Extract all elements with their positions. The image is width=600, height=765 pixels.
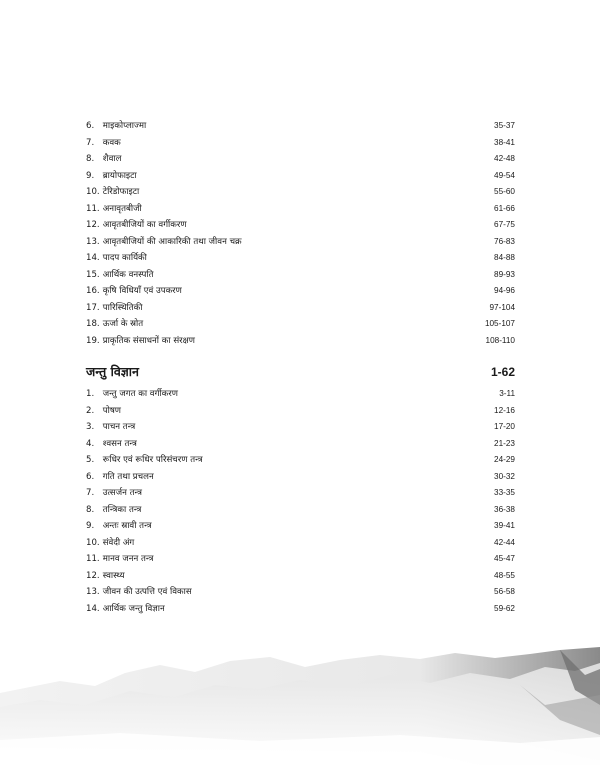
toc-title: उत्सर्जन तन्त्र xyxy=(102,488,143,498)
toc-pages: 97-104 xyxy=(489,302,515,312)
toc-entry xyxy=(86,333,195,350)
zoology-toc-list xyxy=(86,363,515,617)
section-heading[interactable] xyxy=(86,363,515,385)
toc-title: आर्थिक जन्तु विज्ञान xyxy=(102,603,165,614)
toc-title: गति तथा प्रचलन xyxy=(102,471,154,482)
toc-pages: 17-20 xyxy=(494,422,515,431)
toc-entry xyxy=(86,135,121,152)
toc-title: स्वास्थ्य xyxy=(102,570,125,581)
toc-title: आर्थिक वनस्पति xyxy=(102,269,154,280)
toc-pages: 12-16 xyxy=(494,405,515,415)
toc-title: मानव जनन तन्त्र xyxy=(102,554,154,564)
toc-entry xyxy=(86,201,142,218)
toc-pages: 42-48 xyxy=(494,154,515,163)
toc-row[interactable] xyxy=(86,250,515,267)
toc-title: कृषि विधियाँ एवं उपकरण xyxy=(102,286,182,296)
toc-row[interactable] xyxy=(86,452,515,469)
toc-number: 11. xyxy=(86,554,100,564)
toc-entry xyxy=(86,601,165,618)
toc-row[interactable] xyxy=(86,419,515,436)
toc-number: 15. xyxy=(86,269,100,280)
toc-row[interactable] xyxy=(86,234,515,251)
toc-entry xyxy=(86,568,125,585)
toc-entry xyxy=(86,168,137,185)
toc-row[interactable] xyxy=(86,168,515,185)
toc-entry xyxy=(86,300,142,317)
toc-row[interactable] xyxy=(86,584,515,601)
toc-number: 1. xyxy=(86,389,95,399)
toc-number: 19. xyxy=(86,335,100,346)
toc-number: 9. xyxy=(86,521,95,531)
toc-title: पाचन तन्त्र xyxy=(102,422,136,432)
toc-number: 6. xyxy=(86,471,95,482)
toc-entry xyxy=(86,267,153,284)
toc-pages: 24-29 xyxy=(494,455,515,464)
toc-row[interactable] xyxy=(86,568,515,585)
toc-entry xyxy=(86,283,182,300)
toc-title: श्वसन तन्त्र xyxy=(102,438,137,449)
toc-number: 18. xyxy=(86,319,100,329)
toc-pages: 35-37 xyxy=(494,121,515,130)
toc-pages: 36-38 xyxy=(494,504,515,514)
toc-entry xyxy=(86,452,203,469)
toc-row[interactable] xyxy=(86,333,515,350)
toc-number: 14. xyxy=(86,253,100,263)
toc-pages: 94-96 xyxy=(494,286,515,295)
toc-title: ऊर्जा के स्रोत xyxy=(102,319,144,329)
toc-entry xyxy=(86,485,142,502)
toc-pages: 84-88 xyxy=(494,253,515,262)
toc-pages: 42-44 xyxy=(494,537,515,547)
toc-entry xyxy=(86,584,192,601)
toc-title: तन्त्रिका तन्त्र xyxy=(102,504,142,515)
toc-title: जीवन की उत्पत्ति एवं विकास xyxy=(102,587,192,597)
toc-row[interactable] xyxy=(86,502,515,519)
toc-entry xyxy=(86,419,135,436)
toc-pages: 30-32 xyxy=(494,471,515,481)
toc-title: प्राकृतिक संसाधनों का संरक्षण xyxy=(102,335,196,346)
toc-pages: 38-41 xyxy=(494,137,515,147)
toc-row[interactable] xyxy=(86,201,515,218)
botany-toc-list xyxy=(86,118,515,349)
toc-entry xyxy=(86,250,147,267)
toc-number: 12. xyxy=(86,220,100,230)
toc-entry xyxy=(86,151,121,168)
section-pages: 1-62 xyxy=(490,365,515,379)
toc-number: 11. xyxy=(86,203,100,214)
toc-pages: 45-47 xyxy=(494,554,515,563)
toc-pages: 39-41 xyxy=(494,521,515,530)
toc-entry xyxy=(86,118,146,135)
toc-number: 9. xyxy=(86,170,95,181)
toc-pages: 49-54 xyxy=(494,170,515,180)
toc-row[interactable] xyxy=(86,469,515,486)
toc-entry xyxy=(86,518,152,535)
toc-row[interactable] xyxy=(86,485,515,502)
toc-pages: 105-107 xyxy=(484,319,515,328)
toc-entry xyxy=(86,316,143,333)
toc-title: पारिस्थितिकी xyxy=(102,302,143,313)
toc-pages: 89-93 xyxy=(494,269,515,279)
toc-entry xyxy=(86,217,187,234)
toc-row[interactable] xyxy=(86,184,515,201)
toc-pages: 61-66 xyxy=(494,203,515,213)
toc-entry xyxy=(86,386,178,403)
toc-entry xyxy=(86,535,134,552)
toc-pages: 21-23 xyxy=(494,438,515,448)
toc-title: माइकोप्लाज्मा xyxy=(102,121,147,131)
toc-entry xyxy=(86,551,153,568)
toc-row[interactable] xyxy=(86,316,515,333)
toc-pages: 76-83 xyxy=(494,236,515,246)
toc-pages: 108-110 xyxy=(485,335,515,345)
toc-row[interactable] xyxy=(86,403,515,420)
toc-number: 10. xyxy=(86,537,100,548)
toc-row[interactable] xyxy=(86,601,515,618)
toc-number: 10. xyxy=(86,187,100,197)
toc-row[interactable] xyxy=(86,217,515,234)
toc-number: 7. xyxy=(86,137,95,148)
toc-pages: 55-60 xyxy=(494,187,515,196)
toc-title: पादप कार्यिकी xyxy=(102,253,147,263)
toc-row[interactable] xyxy=(86,118,515,135)
toc-row[interactable] xyxy=(86,135,515,152)
toc-pages: 3-11 xyxy=(499,389,515,398)
toc-title: संवेदी अंग xyxy=(102,537,135,548)
toc-row[interactable] xyxy=(86,283,515,300)
toc-pages: 56-58 xyxy=(494,587,515,596)
toc-number: 8. xyxy=(86,154,95,164)
toc-pages: 48-55 xyxy=(494,570,515,580)
toc-entry xyxy=(86,436,137,453)
toc-title: कवक xyxy=(102,137,121,148)
toc-number: 13. xyxy=(86,236,100,247)
toc-number: 2. xyxy=(86,405,95,416)
toc-title: रूधिर एवं रूधिर परिसंचरण तन्त्र xyxy=(102,455,203,465)
toc-title: अन्तः स्रावी तन्त्र xyxy=(102,521,152,531)
toc-number: 4. xyxy=(86,438,95,449)
toc-number: 6. xyxy=(86,121,95,131)
toc-pages: 67-75 xyxy=(494,220,515,229)
toc-entry xyxy=(86,469,154,486)
toc-title: शैवाल xyxy=(102,154,122,164)
toc-entry xyxy=(86,234,242,251)
toc-number: 17. xyxy=(86,302,100,313)
toc-entry xyxy=(86,184,139,201)
section-title: जन्तु विज्ञान xyxy=(86,364,139,379)
toc-number: 5. xyxy=(86,455,95,465)
toc-row[interactable] xyxy=(86,551,515,568)
toc-number: 13. xyxy=(86,587,100,597)
toc-number: 8. xyxy=(86,504,95,515)
toc-title: जन्तु जगत का वर्गीकरण xyxy=(102,389,178,399)
toc-number: 3. xyxy=(86,422,95,432)
toc-row[interactable] xyxy=(86,518,515,535)
toc-row[interactable] xyxy=(86,535,515,552)
toc-entry xyxy=(86,403,121,420)
toc-row[interactable] xyxy=(86,386,515,403)
toc-row[interactable] xyxy=(86,267,515,284)
toc-pages: 59-62 xyxy=(494,603,515,613)
toc-row[interactable] xyxy=(86,436,515,453)
toc-title: ब्रायोफाइटा xyxy=(102,170,137,181)
toc-title: अनावृतबीजी xyxy=(102,203,142,214)
toc-pages: 33-35 xyxy=(494,488,515,497)
toc-number: 16. xyxy=(86,286,100,296)
toc-row[interactable] xyxy=(86,151,515,168)
toc-title: आवृतबीजियों की आकारिकी तथा जीवन चक्र xyxy=(102,236,242,247)
toc-number: 14. xyxy=(86,603,100,614)
toc-row[interactable] xyxy=(86,300,515,317)
snowy-mountain-footer-illustration xyxy=(0,645,600,765)
toc-number: 7. xyxy=(86,488,95,498)
toc-title: आवृतबीजियों का वर्गीकरण xyxy=(102,220,187,230)
toc-title: पोषण xyxy=(102,405,122,416)
toc-number: 12. xyxy=(86,570,100,581)
toc-title: टेरिडोफाइटा xyxy=(102,187,140,197)
toc-entry xyxy=(86,502,141,519)
